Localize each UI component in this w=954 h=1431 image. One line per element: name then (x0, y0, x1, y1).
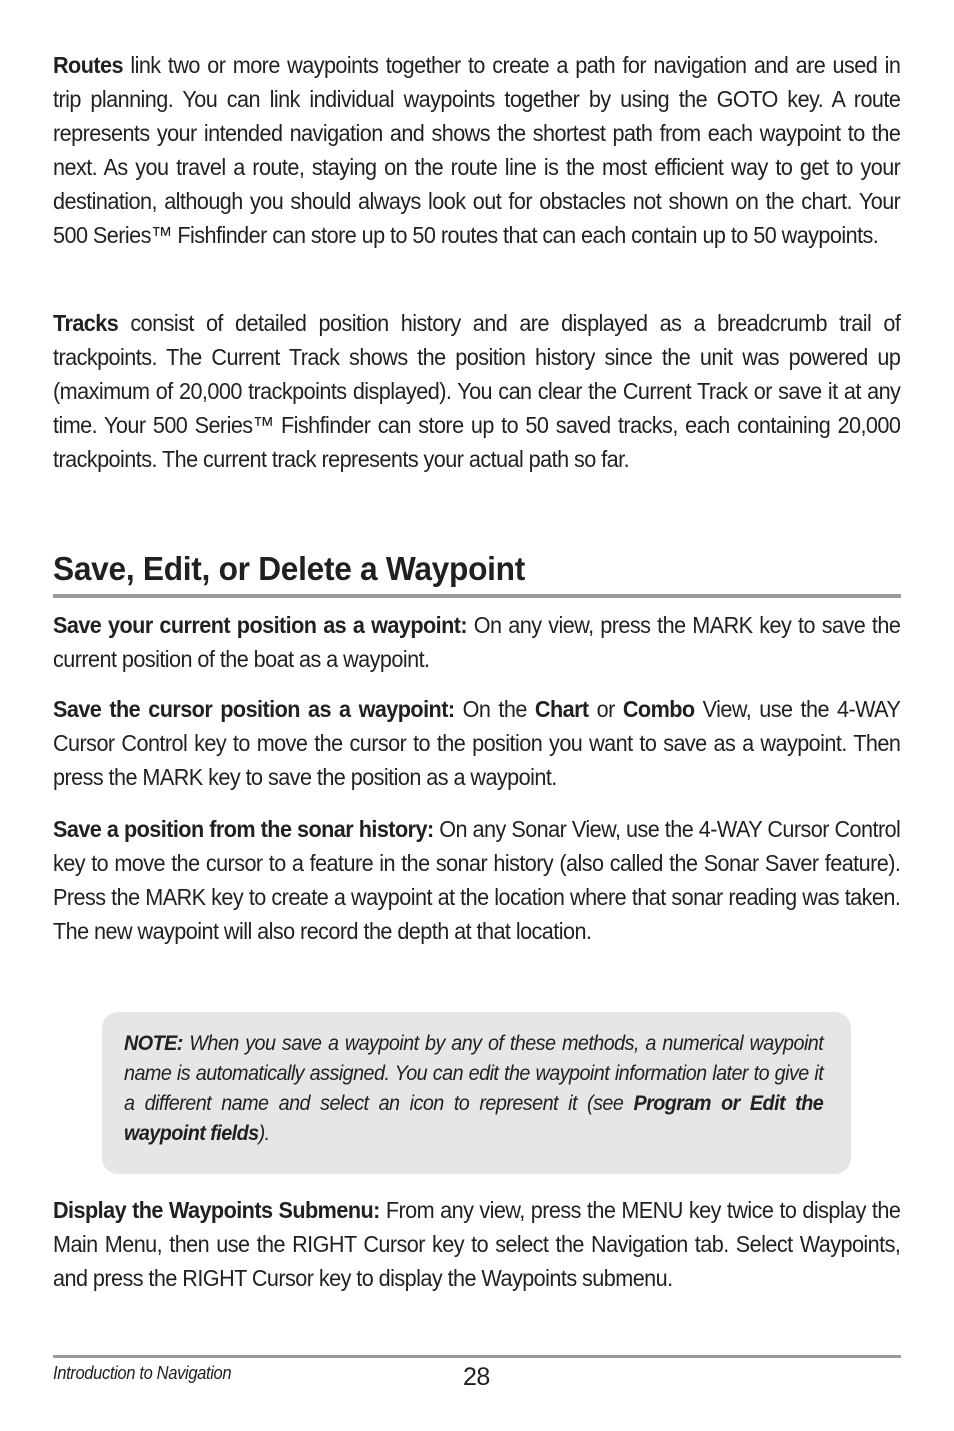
save-current-paragraph (53, 608, 900, 676)
tracks-text: consist of detailed position history and are displayed as a breadcrumb trail of trackpoints. The Current Track shows the position history since the unit was powered up (maximum of 20,000 trackpoints displayed). You can clear the Current Track or save it at any time. Your 500 Series™ Fishfinder can store up to 50 saved tracks, each containing 20,000 trackpoints. The current track represents your actual path so far. (53, 310, 901, 472)
page-number: 28 (463, 1363, 490, 1391)
note-paragraph (124, 1028, 823, 1148)
section-heading: Save, Edit, or Delete a Waypoint (53, 550, 525, 587)
tracks-paragraph (53, 306, 900, 476)
note-label: NOTE: (124, 1031, 183, 1055)
display-submenu-paragraph (53, 1193, 900, 1295)
note-text: When you save a waypoint by any of these methods, a numerical waypoint name is automatically assigned. You can edit the waypoint information later to give it a different name and select an icon to represent it (see (124, 1031, 824, 1115)
routes-paragraph (53, 48, 900, 252)
save-sonar-term: Save a position from the sonar history: (53, 816, 434, 842)
save-cursor-term: Save the cursor position as a waypoint: (53, 696, 455, 722)
save-cursor-text-b: or (588, 696, 623, 722)
save-current-text: On any view, press the MARK key to save the current position of the boat as a waypoint. (53, 612, 901, 672)
section-divider (53, 594, 901, 598)
save-current-term: Save your current position as a waypoint: (53, 612, 468, 638)
tracks-term: Tracks (53, 310, 119, 336)
display-submenu-text: From any view, press the MENU key twice to display the Main Menu, then use the RIGHT Cursor key to select the Navigation tab. Select Waypoints, and press the RIGHT Cursor key to display the Waypoints submenu. (53, 1197, 901, 1291)
routes-term: Routes (53, 52, 123, 78)
save-cursor-text-a: On the (454, 696, 535, 722)
save-cursor-paragraph (53, 692, 900, 794)
save-sonar-paragraph (53, 812, 900, 948)
note-end: ). (258, 1121, 270, 1145)
note-reference-link: Program or Edit the waypoint fields (124, 1091, 824, 1145)
save-sonar-text: On any Sonar View, use the 4-WAY Cursor Control key to move the cursor to a feature in the sonar history (also called the Sonar Saver feature). Press the MARK key to create a waypoint at the location where that sonar reading was taken. The new waypoint will also record the depth at that location. (53, 816, 901, 944)
footer-divider (53, 1355, 901, 1358)
combo-view-term: Combo (622, 696, 695, 722)
save-cursor-text-c: View, use the 4-WAY Cursor Control key to move the cursor to the position you want to save as a waypoint. Then press the MARK key to save the position as a waypoint. (53, 696, 901, 790)
display-submenu-term: Display the Waypoints Submenu: (53, 1197, 380, 1223)
routes-text: link two or more waypoints together to create a path for navigation and are used in trip planning. You can link individual waypoints together by using the GOTO key. A route represents your intended navigation and shows the shortest path from each waypoint to the next. As you travel a route, staying on the route line is the most efficient way to get to your destination, although you should always look out for obstacles not shown on the chart. Your 500 Series™ Fishfinder can store up to 50 routes that can each contain up to 50 waypoints. (53, 52, 901, 248)
chart-view-term: Chart (534, 696, 589, 722)
note-box (102, 1012, 851, 1174)
footer-chapter-title: Introduction to Navigation (53, 1363, 232, 1383)
